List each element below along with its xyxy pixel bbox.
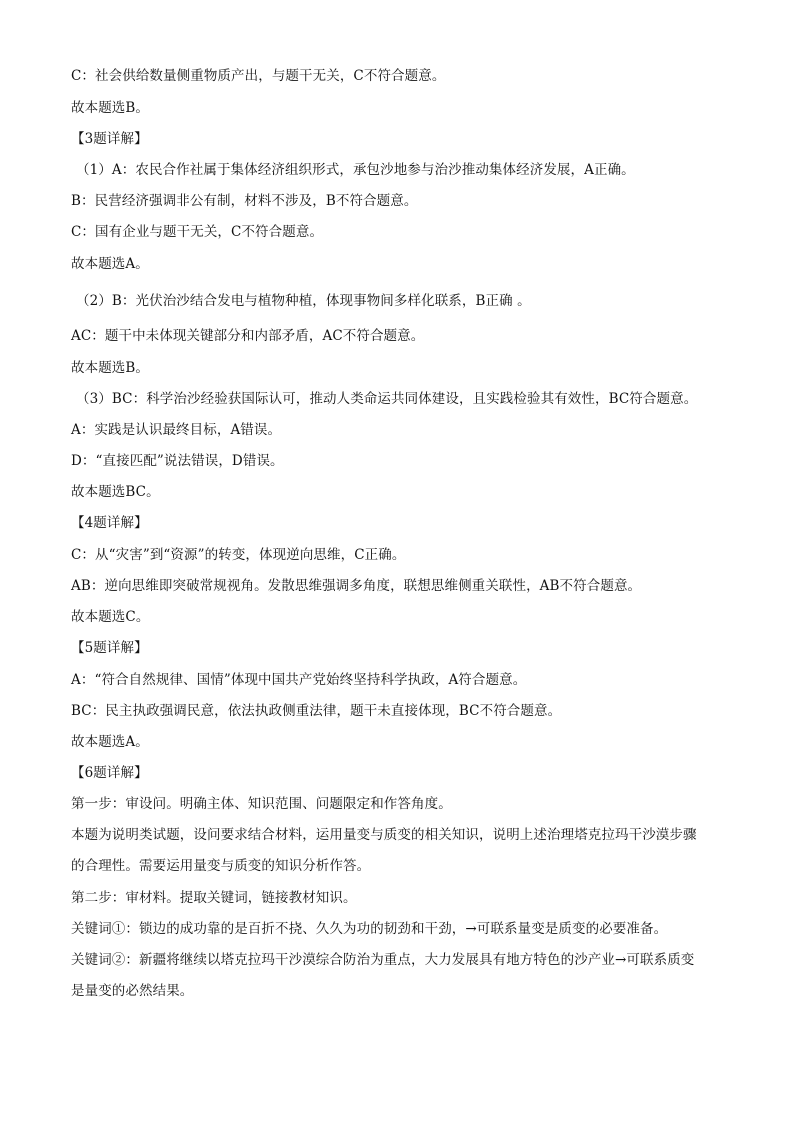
- text-line: 故本题选A。: [71, 256, 149, 272]
- text-line: A：“符合自然规律、国情”体现中国共产党始终坚持科学执政，A符合题意。: [71, 672, 527, 688]
- text-line: 故本题选A。: [71, 734, 149, 750]
- section-heading: 【6题详解】: [71, 765, 148, 781]
- text-line: AC：题干中未体现关键部分和内部矛盾，AC不符合题意。: [71, 328, 425, 344]
- text-line: 本题为说明类试题，设问要求结合材料，运用量变与质变的相关知识，说明上述治理塔克拉玛干沙漠步骤: [71, 827, 697, 843]
- text-line: 是量变的必然结果。: [71, 983, 194, 999]
- text-line: 故本题选B。: [71, 360, 150, 376]
- text-line: 关键词①：锁边的成功靠的是百折不挠、久久为功的韧劲和干劲，→可联系量变是质变的必要准备。: [71, 921, 668, 937]
- text-line: （1）A：农民合作社属于集体经济组织形式，承包沙地参与治沙推动集体经济发展，A正确。: [76, 162, 635, 178]
- text-line: 的合理性。需要运用量变与质变的知识分析作答。: [71, 858, 371, 874]
- text-line: 故本题选C。: [71, 609, 150, 625]
- section-heading: 【3题详解】: [71, 131, 148, 147]
- text-line: 第二步：审材料。提取关键词，链接教材知识。: [71, 890, 357, 906]
- text-line: BC：民主执政强调民意，依法执政侧重法律，题干未直接体现，BC不符合题意。: [71, 703, 562, 719]
- text-line: AB：逆向思维即突破常规视角。发散思维强调多角度，联想思维侧重关联性，AB不符合题意。: [71, 578, 642, 594]
- section-heading: 【4题详解】: [71, 515, 148, 531]
- text-line: 第一步：审设问。明确主体、知识范围、问题限定和作答角度。: [71, 796, 452, 812]
- text-line: （3）BC：科学治沙经验获国际认可，推动人类命运共同体建设，且实践检验其有效性，BC符合题意。: [76, 391, 698, 407]
- text-line: 故本题选BC。: [71, 484, 160, 500]
- section-heading: 【5题详解】: [71, 640, 148, 656]
- text-line: D：“直接匹配”说法错误，D错误。: [71, 453, 284, 469]
- text-line: A：实践是认识最终目标，A错误。: [71, 422, 282, 438]
- text-line: C：从“灾害”到“资源”的转变，体现逆向思维，C正确。: [71, 547, 406, 563]
- text-line: B：民营经济强调非公有制，材料不涉及，B不符合题意。: [71, 193, 418, 209]
- text-line: （2）B：光伏治沙结合发电与植物种植，体现事物间多样化联系，B正确 。: [76, 293, 531, 309]
- text-line: C：社会供给数量侧重物质产出，与题干无关，C不符合题意。: [71, 68, 446, 84]
- text-line: C：国有企业与题干无关，C不符合题意。: [71, 224, 324, 240]
- text-line: 关键词②：新疆将继续以塔克拉玛干沙漠综合防治为重点，大力发展具有地方特色的沙产业→可联系质变: [71, 952, 695, 968]
- text-line: 故本题选B。: [71, 100, 150, 116]
